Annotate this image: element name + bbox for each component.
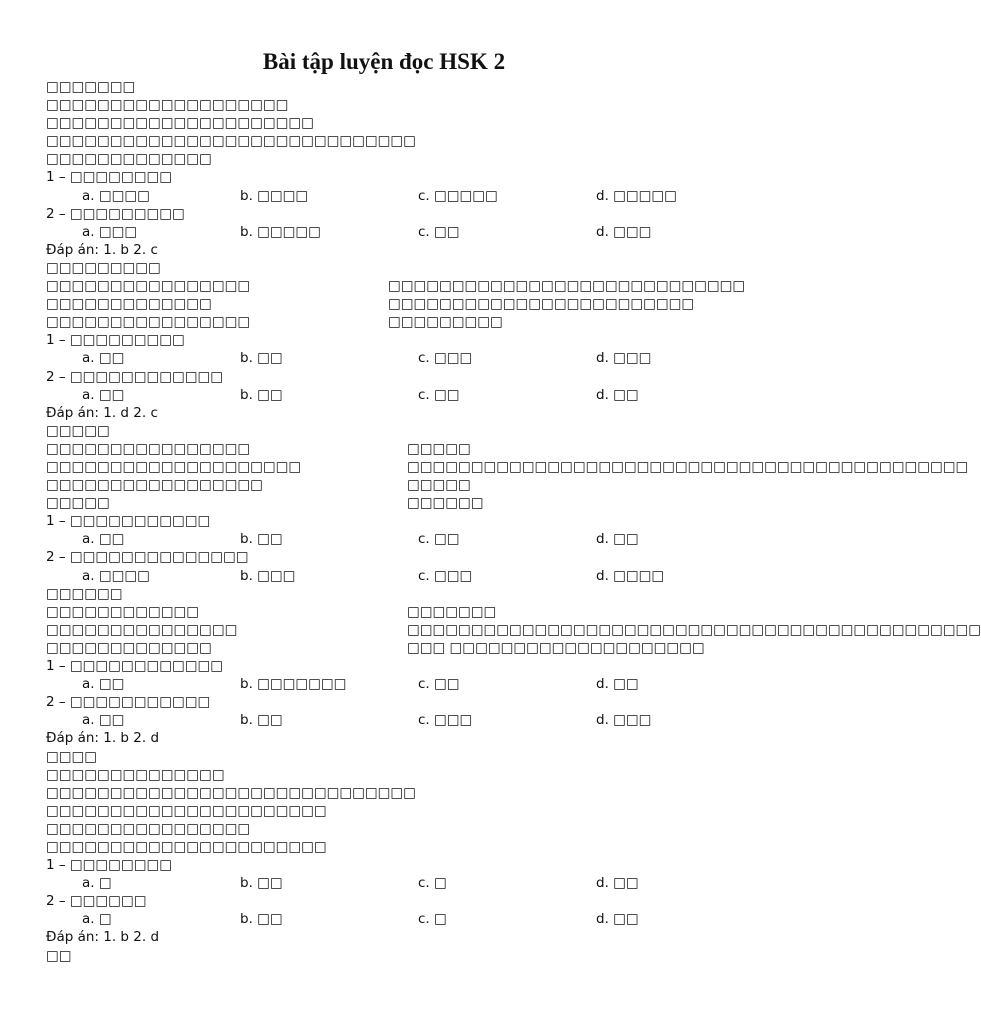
- passage-line: □□□□□□□: [407, 603, 497, 620]
- passage-line: □□□□□: [407, 440, 471, 457]
- question-text: 1 – □□□□□□□□□: [46, 332, 185, 349]
- option-b: b. □□□□□: [240, 223, 321, 240]
- passage-line: □□□□□: [407, 477, 471, 494]
- answer-key: Đáp án: 1. b 2. d: [46, 929, 160, 946]
- passage-line: □□□□□□□□□□□□: [46, 603, 200, 620]
- option-b: b. □□□□□□□: [240, 676, 347, 693]
- passage-two-column: [46, 277, 746, 331]
- option-c: c. □□□□□: [418, 187, 498, 204]
- section-heading: □□□□□□□: [46, 79, 136, 95]
- option-c: c. □□□: [418, 712, 473, 729]
- passage-line: □□□ □□□□□□□□□□□□□□□□□□□□: [407, 639, 705, 656]
- answer-key: Đáp án: 1. b 2. c: [46, 241, 158, 258]
- option-a: a. □: [82, 911, 112, 928]
- answer-options: [46, 874, 736, 892]
- section-heading: □□□□: [46, 748, 98, 765]
- option-a: a. □: [82, 875, 112, 892]
- passage-line: □□□□□□□□□□□□□□□□: [46, 820, 251, 837]
- passage-line: □□□□□□□□□□□□□□□□: [46, 440, 251, 457]
- answer-key: Đáp án: 1. d 2. c: [46, 404, 158, 421]
- answer-options: [46, 386, 736, 404]
- option-b: b. □□□: [240, 567, 296, 584]
- passage-line: □□□□□□□□□□□□□□□□□□□□□□□□□□□□□□□□□□□□□□□□□□□□□: [407, 621, 981, 638]
- option-b: b. □□: [240, 386, 283, 403]
- option-b: b. □□: [240, 875, 283, 892]
- passage-right: [407, 440, 969, 512]
- passage-line: □□□□□□□□□□□□□□□□□□□□: [46, 458, 302, 475]
- passage-left: [46, 277, 386, 331]
- passage-line: □□□□□□□□□□□□□□□□□□□□□□□□□□□□□: [46, 133, 416, 150]
- option-c: c. □□□: [418, 350, 473, 367]
- question-text: 1 – □□□□□□□□□□□□: [46, 658, 223, 675]
- passage-line: □□□□□□□□□□□□□: [46, 151, 212, 168]
- section-heading: □□□□□□: [46, 585, 123, 602]
- option-c: c. □□: [418, 531, 460, 548]
- option-a: a. □□□: [82, 223, 138, 240]
- option-a: a. □□: [82, 531, 125, 548]
- question-text: 1 – □□□□□□□□: [46, 857, 172, 874]
- passage-line: □□□□□: [46, 495, 110, 512]
- question-text: 2 – □□□□□□□□□□□□: [46, 368, 223, 385]
- document: [46, 46, 981, 965]
- passage-line: □□□□□□□□□□□□□□□□□□□□□□□□□□□□: [388, 278, 746, 295]
- passage-line: □□□□□□□□□□□□□□: [46, 766, 225, 783]
- option-c: c. □□: [418, 676, 460, 693]
- option-d: d. □□: [596, 911, 639, 928]
- option-b: b. □□: [240, 350, 283, 367]
- option-a: a. □□: [82, 386, 125, 403]
- passage-line: □□□□□□□□□□□□□□□□□□□□□□□□: [388, 296, 695, 313]
- option-c: c. □: [418, 875, 447, 892]
- option-d: d. □□: [596, 386, 639, 403]
- option-d: d. □□□: [596, 223, 652, 240]
- passage-line: □□□□□□□□□□□□□□□: [46, 621, 238, 638]
- answer-options: [46, 349, 736, 367]
- passage-two-column: [46, 440, 969, 512]
- answer-key: Đáp án: 1. b 2. d: [46, 730, 160, 747]
- trailing-text: □□: [46, 947, 72, 964]
- option-d: d. □□: [596, 875, 639, 892]
- option-c: c. □□: [418, 386, 460, 403]
- question-text: 1 – □□□□□□□□□□□: [46, 513, 211, 530]
- passage-right: [407, 603, 981, 657]
- question-text: 2 – □□□□□□: [46, 893, 147, 910]
- option-d: d. □□: [596, 531, 639, 548]
- section-heading: □□□□□□□□□: [46, 259, 161, 276]
- option-a: a. □□: [82, 350, 125, 367]
- option-c: c. □□: [418, 223, 460, 240]
- passage-line: □□□□□□□□□□□□□□□□□□□: [46, 97, 289, 114]
- question-text: 2 – □□□□□□□□□: [46, 205, 185, 222]
- option-d: d. □□□□: [596, 567, 665, 584]
- passage-line: □□□□□□□□□□□□□□□□: [46, 314, 251, 331]
- passage-line: □□□□□□□□□□□□□□□□□□□□□□□□□□□□□: [46, 784, 416, 801]
- option-b: b. □□: [240, 712, 283, 729]
- passage-line: □□□□□□□□□: [388, 314, 503, 331]
- option-d: d. □□□: [596, 350, 652, 367]
- passage-line: □□□□□□: [407, 495, 484, 512]
- option-b: b. □□: [240, 531, 283, 548]
- passage-right: [388, 277, 746, 331]
- option-c: c. □□□: [418, 567, 473, 584]
- option-c: c. □: [418, 911, 447, 928]
- question-text: 2 – □□□□□□□□□□□□□□: [46, 549, 249, 566]
- option-d: d. □□□□□: [596, 187, 677, 204]
- page-title: Bài tập luyện đọc HSK 2: [262, 49, 506, 74]
- answer-options: [46, 675, 736, 693]
- option-b: b. □□: [240, 911, 283, 928]
- answer-options: [46, 567, 736, 585]
- passage-two-column: [46, 603, 981, 657]
- passage-left: [46, 603, 386, 657]
- option-d: d. □□: [596, 676, 639, 693]
- passage-line: □□□□□□□□□□□□□□□□□□□□□: [46, 115, 314, 132]
- answer-options: [46, 530, 736, 548]
- option-a: a. □□: [82, 676, 125, 693]
- passage-line: □□□□□□□□□□□□□□□□: [46, 278, 251, 295]
- option-a: a. □□: [82, 712, 125, 729]
- passage-line: □□□□□□□□□□□□□□□□□: [46, 477, 263, 494]
- passage-left: [46, 440, 386, 512]
- option-b: b. □□□□: [240, 187, 309, 204]
- answer-options: [46, 223, 736, 241]
- passage-line: □□□□□□□□□□□□□□□□□□□□□□: [46, 838, 327, 855]
- answer-options: [46, 187, 736, 205]
- question-text: 2 – □□□□□□□□□□□: [46, 694, 211, 711]
- passage-line: □□□□□□□□□□□□□□□□□□□□□□□□□□□□□□□□□□□□□□□□□□□□: [407, 458, 969, 475]
- passage-line: □□□□□□□□□□□□□□□□□□□□□□: [46, 802, 327, 819]
- option-d: d. □□□: [596, 712, 652, 729]
- option-a: a. □□□□: [82, 187, 150, 204]
- answer-options: [46, 910, 736, 928]
- answer-options: [46, 711, 736, 729]
- option-a: a. □□□□: [82, 567, 150, 584]
- passage-line: □□□□□□□□□□□□□: [46, 296, 212, 313]
- question-text: 1 – □□□□□□□□: [46, 169, 172, 186]
- section-heading: □□□□□: [46, 422, 110, 439]
- passage-line: □□□□□□□□□□□□□: [46, 639, 212, 656]
